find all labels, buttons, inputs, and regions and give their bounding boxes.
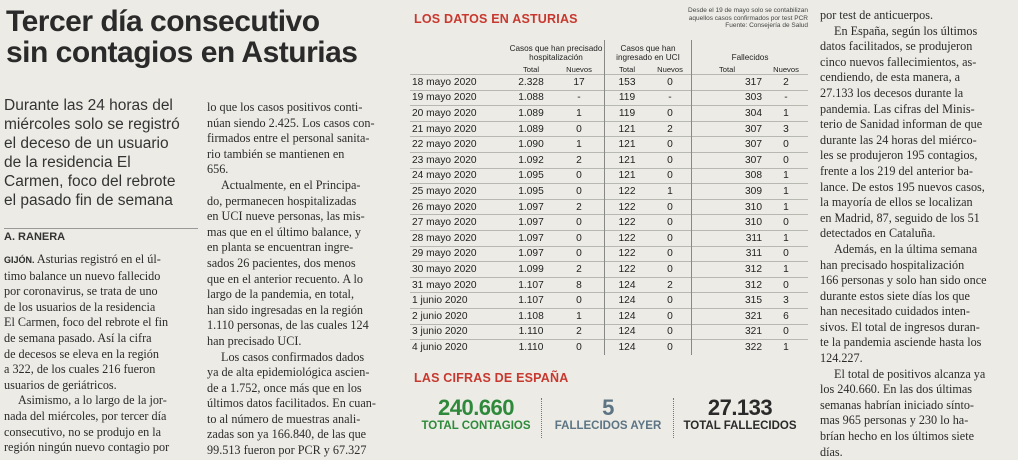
- uci-nuevos: 0: [649, 199, 692, 215]
- fallecidos-total: 309: [692, 184, 765, 200]
- hosp-nuevos: 2: [554, 199, 605, 215]
- author-byline: A. RANERA: [4, 228, 198, 243]
- fallecidos-nuevos: 3: [764, 293, 808, 309]
- row-date: 21 mayo 2020: [410, 121, 508, 137]
- hosp-total: 1.107: [508, 277, 554, 293]
- text-line: El total de positivos alcanza ya: [834, 366, 986, 381]
- text-line: sivos. El total de ingresos duran-: [820, 319, 980, 334]
- note-line: Desde el 19 de mayo solo se contabilizan: [688, 7, 808, 14]
- table-row: [410, 184, 808, 200]
- asturias-title: LOS DATOS EN ASTURIAS: [414, 12, 578, 26]
- table-row: [410, 168, 808, 184]
- row-date: 20 mayo 2020: [410, 106, 508, 122]
- uci-total: 122: [605, 246, 650, 262]
- row-date: 4 junio 2020: [410, 340, 508, 355]
- hosp-total: 1.110: [508, 340, 554, 355]
- hosp-total: 1.095: [508, 168, 554, 184]
- headline-line: Tercer día consecutivo: [6, 5, 320, 38]
- uci-total: 121: [605, 121, 650, 137]
- fallecidos-nuevos: -: [764, 90, 808, 106]
- hosp-total: 1.110: [508, 324, 554, 340]
- paragraph: [207, 350, 403, 459]
- row-date: 26 mayo 2020: [410, 199, 508, 215]
- asturias-table: [410, 40, 808, 355]
- fallecidos-nuevos: 0: [764, 152, 808, 168]
- fallecidos-nuevos: 2: [764, 75, 808, 91]
- row-date: 2 junio 2020: [410, 308, 508, 324]
- text-line: 27.133 los decesos durante la: [820, 85, 964, 100]
- row-date: 25 mayo 2020: [410, 184, 508, 200]
- subheader-total: Total: [522, 65, 540, 74]
- fallecidos-total: 312: [692, 262, 765, 278]
- text-line: durante estos siete días los que: [820, 288, 970, 303]
- text-line: cinco nuevos fallecimientos, as-: [820, 54, 977, 69]
- text-line: de decesos se eleva en la región: [4, 346, 159, 361]
- subheader-total: Total: [692, 62, 765, 75]
- row-date: 22 mayo 2020: [410, 137, 508, 153]
- subheader-nuevos: Nuevos: [773, 65, 799, 74]
- uci-total: 121: [605, 137, 650, 153]
- text-line: rio también se mantienen en: [207, 146, 345, 161]
- uci-nuevos: 0: [649, 75, 692, 91]
- text-line: nada del miércoles, por tercer día: [4, 408, 167, 423]
- text-line: En España, según los últimos: [834, 23, 978, 38]
- fallecidos-nuevos: 3: [764, 121, 808, 137]
- uci-total: 124: [605, 340, 650, 355]
- text-line: El Carmen, foco del rebrote el fin: [4, 315, 169, 330]
- uci-total: 122: [605, 199, 650, 215]
- uci-nuevos: 0: [649, 324, 692, 340]
- paragraph: [4, 252, 198, 393]
- subheader-nuevos: Nuevos: [566, 65, 592, 74]
- row-date: 31 mayo 2020: [410, 277, 508, 293]
- table-row: [410, 75, 808, 91]
- subtitle-line: miércoles solo se registró: [4, 116, 180, 133]
- text-line: terio de Sanidad informan de que: [820, 117, 983, 132]
- uci-nuevos: -: [649, 90, 692, 106]
- text-line: núan siendo 2.425. Los casos con-: [207, 115, 375, 130]
- subtitle-line: Carmen, foco del rebrote: [4, 173, 176, 190]
- hosp-total: 1.097: [508, 215, 554, 231]
- hosp-total: 1.099: [508, 262, 554, 278]
- uci-total: 119: [605, 106, 650, 122]
- fallecidos-nuevos: 1: [764, 340, 808, 355]
- asturias-data-box: [410, 6, 814, 366]
- source-note: [648, 7, 808, 30]
- text-line: te la pandemia asciende hasta los: [820, 335, 982, 350]
- stat-value: 27.133: [707, 395, 773, 420]
- header-fallecidos: Fallecidos: [692, 40, 809, 62]
- table-row: [410, 246, 808, 262]
- text-line: 1.110 personas, de las cuales 124: [207, 318, 369, 333]
- fallecidos-total: 321: [692, 308, 765, 324]
- uci-total: 124: [605, 324, 650, 340]
- paragraph: [820, 367, 1016, 460]
- hosp-nuevos: 0: [554, 184, 605, 200]
- hosp-nuevos: 1: [554, 137, 605, 153]
- text-line: Actualmente, en el Principa-: [221, 177, 361, 192]
- text-line: de los usuarios de la residencia: [4, 299, 156, 314]
- table-row: [410, 324, 808, 340]
- text-line: to al número de muestras anali-: [207, 411, 361, 426]
- stat-label: TOTAL CONTAGIOS: [421, 420, 531, 432]
- paragraph: [820, 24, 1016, 242]
- fallecidos-total: 311: [692, 230, 765, 246]
- table-row: [410, 106, 808, 122]
- hosp-nuevos: 1: [554, 106, 605, 122]
- uci-nuevos: 0: [649, 230, 692, 246]
- uci-nuevos: 0: [649, 246, 692, 262]
- table-row: [410, 262, 808, 278]
- hosp-nuevos: 2: [554, 152, 605, 168]
- hosp-total: 1.089: [508, 121, 554, 137]
- table-row: [410, 199, 808, 215]
- hosp-total: 1.107: [508, 293, 554, 309]
- paragraph: [820, 8, 1016, 24]
- text-line: 166 personas y solo han sido once: [820, 273, 987, 288]
- uci-total: 153: [605, 75, 650, 91]
- row-date: 27 mayo 2020: [410, 215, 508, 231]
- row-date: 29 mayo 2020: [410, 246, 508, 262]
- row-date: 23 mayo 2020: [410, 152, 508, 168]
- text-line: por test de anticuerpos.: [820, 8, 934, 22]
- uci-nuevos: 0: [649, 152, 692, 168]
- paragraph: [820, 242, 1016, 367]
- table-row: [410, 137, 808, 153]
- text-line: firmados entre el personal sanita-: [207, 131, 370, 146]
- table-row: [410, 308, 808, 324]
- paragraph: [207, 100, 403, 178]
- row-date: 30 mayo 2020: [410, 262, 508, 278]
- article-column-2: [207, 100, 403, 459]
- text-line: ya de alta epidemiológica ascien-: [207, 365, 370, 380]
- hosp-total: 1.092: [508, 152, 554, 168]
- fallecidos-total: 310: [692, 199, 765, 215]
- hosp-nuevos: 8: [554, 277, 605, 293]
- stat-value: 240.660: [437, 395, 515, 420]
- uci-total: 122: [605, 184, 650, 200]
- text-line: Asimismo, a lo largo de la jor-: [18, 393, 167, 408]
- fallecidos-total: 321: [692, 324, 765, 340]
- uci-nuevos: 0: [649, 215, 692, 231]
- row-date: 18 mayo 2020: [410, 75, 508, 91]
- hosp-nuevos: 2: [554, 262, 605, 278]
- hosp-total: 1.108: [508, 308, 554, 324]
- hosp-nuevos: 0: [554, 168, 605, 184]
- uci-total: 121: [605, 168, 650, 184]
- fallecidos-total: 304: [692, 106, 765, 122]
- fallecidos-total: 317: [692, 75, 765, 91]
- fallecidos-nuevos: 0: [764, 215, 808, 231]
- table-row: [410, 90, 808, 106]
- text-line: [4, 252, 198, 269]
- row-date: 1 junio 2020: [410, 293, 508, 309]
- text-line: semanas habrían iniciado sínto-: [820, 397, 974, 412]
- row-date: 3 junio 2020: [410, 324, 508, 340]
- text-line: les se produjeron 195 contagios,: [820, 148, 978, 163]
- hosp-nuevos: 0: [554, 246, 605, 262]
- uci-total: 121: [605, 152, 650, 168]
- uci-nuevos: 1: [649, 184, 692, 200]
- text-line: que en el anterior recuento. A lo: [207, 271, 364, 286]
- text-line: brían hecho en los últimos siete: [820, 429, 975, 444]
- headline: [6, 6, 404, 68]
- uci-total: 124: [605, 277, 650, 293]
- fallecidos-nuevos: 1: [764, 168, 808, 184]
- stat-label: FALLECIDOS AYER: [554, 420, 662, 432]
- text-line: 656.: [207, 162, 229, 177]
- fallecidos-nuevos: 1: [764, 262, 808, 278]
- hosp-nuevos: 0: [554, 293, 605, 309]
- note-line: Fuente: Consejería de Salud: [725, 22, 808, 29]
- table-body: [410, 75, 808, 355]
- fallecidos-total: 307: [692, 137, 765, 153]
- text-line: días.: [820, 444, 843, 459]
- stat-total-fallecidos: [678, 396, 802, 433]
- stat-fallecidos-ayer: [548, 396, 668, 433]
- hosp-nuevos: 0: [554, 215, 605, 231]
- stat-value: 5: [602, 395, 614, 420]
- text-line: Los casos confirmados dados: [221, 349, 365, 364]
- fallecidos-total: 308: [692, 168, 765, 184]
- hosp-nuevos: 17: [554, 75, 605, 91]
- text-line: usuarios de geriátricos.: [4, 377, 117, 392]
- table-row: [410, 277, 808, 293]
- subheader-nuevos: Nuevos: [657, 65, 683, 74]
- paragraph: [4, 393, 198, 455]
- article-column-1: [4, 252, 198, 456]
- text-line: en Madrid, 87, seguido de los 51: [820, 210, 980, 225]
- uci-total: 122: [605, 215, 650, 231]
- text-line: cendiendo, de esta manera, a: [820, 70, 961, 85]
- fallecidos-total: 303: [692, 90, 765, 106]
- fallecidos-total: 312: [692, 277, 765, 293]
- uci-total: 122: [605, 230, 650, 246]
- text-line: de semana pasado. Así la cifra: [4, 330, 152, 345]
- text-line: por coronavirus, se trata de uno: [4, 284, 158, 299]
- text-line: sados 26 pacientes, dos menos: [207, 255, 356, 270]
- fallecidos-nuevos: 1: [764, 230, 808, 246]
- uci-nuevos: 0: [649, 137, 692, 153]
- text-line: timo balance un nuevo fallecido: [4, 268, 161, 283]
- table-row: [410, 215, 808, 231]
- text-line: consecutivo, no se produjo en la: [4, 424, 162, 439]
- stat-divider: [673, 398, 674, 438]
- row-date: 28 mayo 2020: [410, 230, 508, 246]
- uci-total: 124: [605, 293, 650, 309]
- text-line: los 240.660. En las dos últimas: [820, 382, 973, 397]
- subheader-total: Total: [605, 62, 650, 75]
- text-line: largo de la pandemia, en total,: [207, 287, 354, 302]
- header-hospitalizacion: Casos que han precisado hospitalización: [509, 44, 603, 62]
- text-line: últimos datos facilitados. En cuan-: [207, 396, 376, 411]
- dateline: GIJÓN.: [4, 255, 35, 265]
- hosp-nuevos: 0: [554, 121, 605, 137]
- fallecidos-total: 310: [692, 215, 765, 231]
- text-line: en UCI nueve personas, las mis-: [207, 209, 365, 224]
- stat-label: TOTAL FALLECIDOS: [683, 420, 797, 432]
- text-line: lo que los casos positivos conti-: [207, 100, 363, 114]
- text-line: a 322, de los cuales 216 fueron: [4, 362, 156, 377]
- text-line: mas 965 personas y 230 lo ha-: [820, 413, 969, 428]
- fallecidos-nuevos: 0: [764, 324, 808, 340]
- spain-title: LAS CIFRAS DE ESPAÑA: [414, 371, 569, 385]
- hosp-total: 1.088: [508, 90, 554, 106]
- hosp-total: 1.097: [508, 246, 554, 262]
- fallecidos-nuevos: 6: [764, 308, 808, 324]
- text-line: 124.227.: [820, 351, 863, 366]
- text-line: han precisado hospitalización: [820, 257, 965, 272]
- fallecidos-total: 322: [692, 340, 765, 355]
- uci-total: 122: [605, 262, 650, 278]
- hosp-nuevos: -: [554, 90, 605, 106]
- table-row: [410, 340, 808, 355]
- header-uci: Casos que han ingresado en UCI: [605, 40, 692, 62]
- fallecidos-nuevos: 0: [764, 246, 808, 262]
- text-line: datos facilitados, se produjeron: [820, 39, 973, 54]
- uci-total: 124: [605, 308, 650, 324]
- text-line: de a 1.752, once más que en los: [207, 380, 362, 395]
- subtitle-line: el pasado fin de semana: [4, 192, 173, 209]
- text-line: do, permanecen hospitalizadas: [207, 193, 357, 208]
- uci-nuevos: 2: [649, 121, 692, 137]
- hosp-total: 1.095: [508, 184, 554, 200]
- fallecidos-nuevos: 0: [764, 277, 808, 293]
- hosp-nuevos: 0: [554, 340, 605, 355]
- fallecidos-nuevos: 1: [764, 106, 808, 122]
- text-line: lance. De estos 195 nuevos casos,: [820, 179, 985, 194]
- subtitle-line: Durante las 24 horas del: [4, 97, 173, 114]
- text-line: región ningún nuevo contagio por: [4, 440, 170, 455]
- note-line: aquellos casos confirmados por test PCR: [688, 14, 808, 22]
- text-line: detectados en Cataluña.: [820, 226, 936, 241]
- subtitle: [4, 96, 194, 210]
- text-line: pandemia. Las cifras del Minis-: [820, 101, 975, 116]
- hosp-nuevos: 1: [554, 308, 605, 324]
- paragraph: [207, 178, 403, 350]
- text-line: Además, en la última semana: [834, 241, 978, 256]
- table-row: [410, 152, 808, 168]
- text-line: zadas son ya 166.840, de las que: [207, 427, 367, 442]
- stat-divider: [541, 398, 542, 438]
- headline-line: sin contagios en Asturias: [6, 36, 358, 69]
- hosp-total: 1.090: [508, 137, 554, 153]
- fallecidos-nuevos: 1: [764, 184, 808, 200]
- fallecidos-total: 315: [692, 293, 765, 309]
- hosp-nuevos: 2: [554, 324, 605, 340]
- fallecidos-nuevos: 1: [764, 199, 808, 215]
- uci-nuevos: 2: [649, 277, 692, 293]
- text-line: 99.513 fueron por PCR y 67.327: [207, 443, 367, 458]
- uci-nuevos: 0: [649, 340, 692, 355]
- fallecidos-total: 311: [692, 246, 765, 262]
- fallecidos-total: 307: [692, 121, 765, 137]
- table-row: [410, 293, 808, 309]
- uci-nuevos: 0: [649, 308, 692, 324]
- hosp-total: 2.328: [508, 75, 554, 91]
- uci-nuevos: 0: [649, 262, 692, 278]
- uci-nuevos: 0: [649, 106, 692, 122]
- text-line: han sido ingresadas en la región: [207, 302, 364, 317]
- header-blank: [410, 62, 508, 75]
- text-line: la mayoría de ellos se localizan: [820, 195, 973, 210]
- subtitle-line: el deceso de un usuario: [4, 135, 169, 152]
- fallecidos-total: 307: [692, 152, 765, 168]
- uci-nuevos: 0: [649, 168, 692, 184]
- article-column-3: [820, 8, 1016, 460]
- text-line: han precisado UCI.: [207, 333, 302, 348]
- subtitle-line: de la residencia El: [4, 154, 131, 171]
- text-line: durante las 24 horas del miérco-: [820, 132, 977, 147]
- text-line: frente a los 219 del anterior ba-: [820, 163, 973, 178]
- uci-total: 119: [605, 90, 650, 106]
- text-line: en planta se encuentran ingre-: [207, 240, 354, 255]
- table-row: [410, 121, 808, 137]
- text-fragment: Asturias registró en el úl-: [36, 252, 161, 266]
- table-row: [410, 230, 808, 246]
- hosp-total: 1.097: [508, 230, 554, 246]
- text-line: mas que en el último balance, y: [207, 224, 361, 239]
- fallecidos-nuevos: 0: [764, 137, 808, 153]
- row-date: 19 mayo 2020: [410, 90, 508, 106]
- hosp-total: 1.089: [508, 106, 554, 122]
- uci-nuevos: 0: [649, 293, 692, 309]
- hosp-nuevos: 0: [554, 230, 605, 246]
- header-blank: [410, 40, 508, 62]
- hosp-total: 1.097: [508, 199, 554, 215]
- row-date: 24 mayo 2020: [410, 168, 508, 184]
- stat-total-contagios: [416, 396, 536, 433]
- text-line: han necesitado cuidados inten-: [820, 304, 970, 319]
